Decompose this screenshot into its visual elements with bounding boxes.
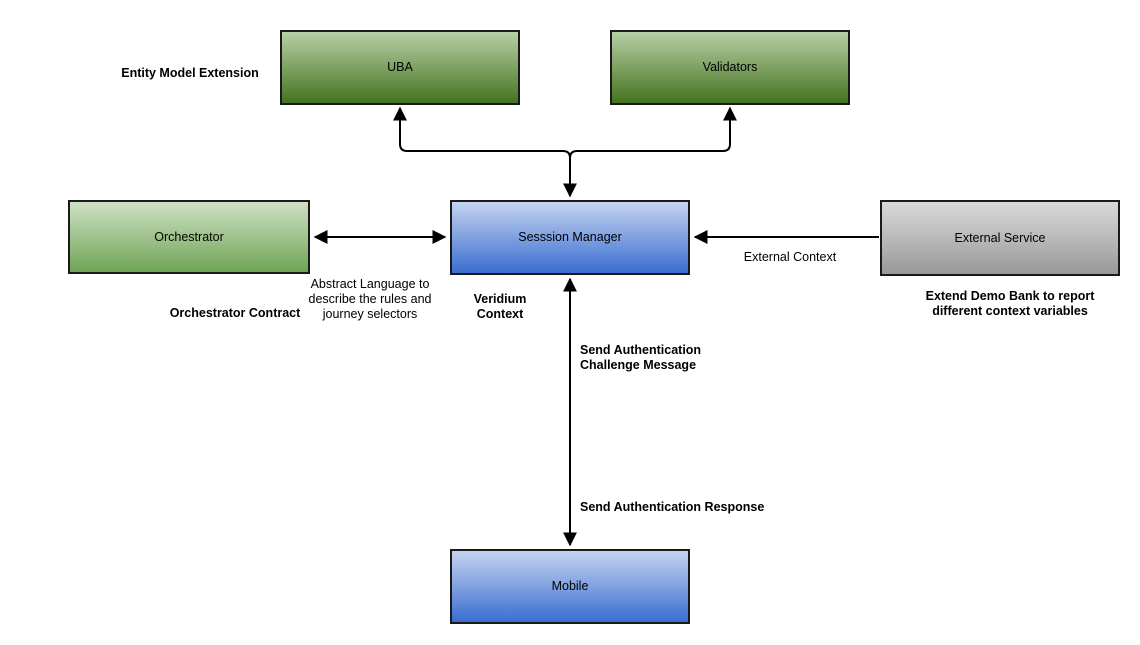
edge-session-uba [400, 108, 570, 196]
edge-session-validators [570, 108, 730, 196]
label-abstract-language: Abstract Language to describe the rules and journey selectors [308, 277, 432, 321]
label-entity-model-extension: Entity Model Extension [121, 66, 259, 80]
node-session-manager [450, 200, 690, 275]
node-mobile [450, 549, 690, 624]
node-external-service-label: External Service [954, 230, 1046, 245]
label-extend-demo-bank: Extend Demo Bank to report different context variables [925, 289, 1095, 318]
label-external-context: External Context [743, 250, 837, 264]
node-external-service [880, 200, 1120, 276]
label-orchestrator-contract: Orchestrator Contract [169, 306, 301, 320]
node-uba-label: UBA [387, 60, 413, 74]
node-mobile-label: Mobile [551, 579, 589, 593]
node-validators [610, 30, 850, 105]
node-orchestrator-label: Orchestrator [154, 229, 224, 244]
label-send-auth-response: Send Authentication Response [580, 500, 765, 514]
label-veridium-context: Veridium Context [473, 292, 527, 321]
node-validators-label: Validators [702, 60, 758, 74]
node-session-manager-label: Sesssion Manager [518, 230, 622, 244]
label-send-auth-challenge: Send Authentication Challenge Message [580, 343, 702, 372]
node-orchestrator [68, 200, 310, 274]
node-uba [280, 30, 520, 105]
